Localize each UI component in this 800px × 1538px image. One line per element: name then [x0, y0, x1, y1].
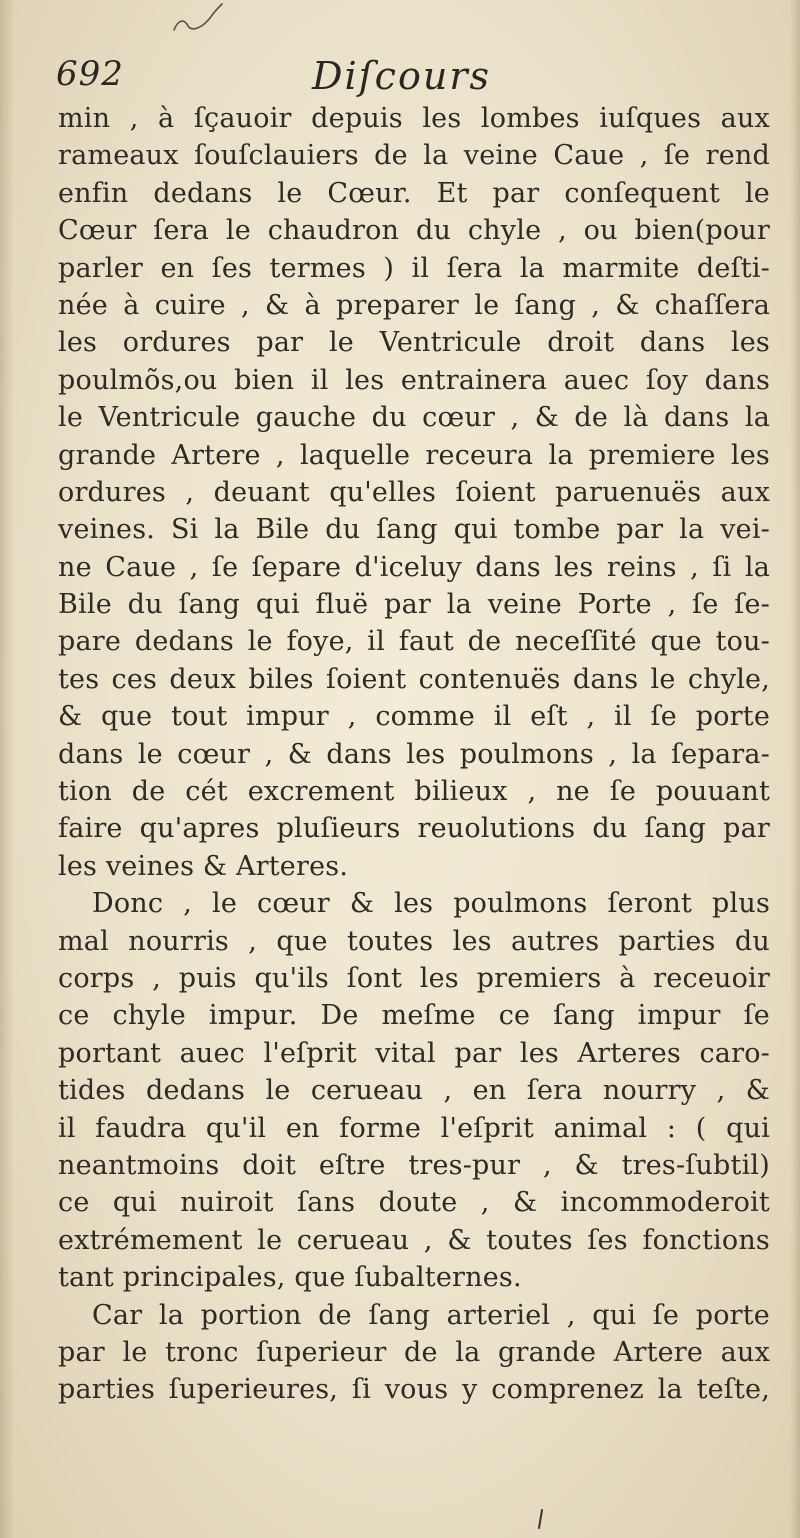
text-line: dans le cœur , & dans les poulmons , la ſepara- — [58, 738, 770, 770]
text-line: & que tout impur , comme il eſt , il ſe porte — [58, 701, 770, 733]
text-line-paragraph-start: Donc , le cœur & les poulmons ſeront plus — [92, 888, 770, 920]
text-line: tant principales, que ſubalternes. — [58, 1262, 522, 1294]
text-line: ce qui nuiroit ſans doute , & incommoderoit — [58, 1187, 770, 1219]
text-line: par le tronc ſuperieur de la grande Artere aux — [58, 1336, 770, 1368]
text-line: ne Caue , ſe ſepare d'iceluy dans les reins , ſi la — [58, 551, 770, 583]
text-line: enfin dedans le Cœur. Et par conſequent le — [58, 177, 770, 209]
text-line: rameaux ſouſclauiers de la veine Caue , ſe rend — [58, 140, 770, 172]
text-line: parler en ſes termes ) il ſera la marmite deſti- — [58, 252, 770, 284]
text-line: les veines & Arteres. — [58, 850, 349, 882]
text-line: Cœur ſera le chaudron du chyle , ou bien(pour — [58, 215, 770, 247]
text-line-paragraph-start: Car la portion de ſang arteriel , qui ſe porte — [92, 1299, 770, 1331]
body-text — [58, 100, 770, 1409]
page-number: 692 — [56, 54, 124, 94]
text-line: min , à ſçauoir depuis les lombes iuſques aux — [58, 103, 770, 134]
text-line: poulmõs,ou bien il les entrainera auec ſoy dans — [58, 364, 770, 396]
text-line: ordures , deuant qu'elles ſoient paruenuës aux — [58, 476, 770, 508]
text-line: née à cuire , & à preparer le ſang , & chaſſera — [58, 289, 770, 321]
text-line: tion de cét excrement bilieux , ne ſe pouuant — [58, 776, 770, 808]
text-line: portant auec l'eſprit vital par les Arteres caro- — [58, 1037, 770, 1069]
text-line: mal nourris , que toutes les autres parties du — [58, 925, 770, 957]
page-gutter-shadow — [0, 0, 14, 1538]
text-line: Bile du ſang qui fluë par la veine Porte , ſe ſe- — [58, 589, 770, 621]
text-line: le Ventricule gauche du cœur , & de là dans la — [58, 402, 770, 434]
text-line: il faudra qu'il en forme l'eſprit animal : ( qui — [58, 1112, 770, 1144]
ink-stroke-mark — [536, 1508, 546, 1530]
text-line: corps , puis qu'ils ſont les premiers à receuoir — [58, 962, 770, 994]
text-line: veines. Si la Bile du ſang qui tombe par la vei- — [58, 514, 770, 546]
text-line: extrémement le cerueau , & toutes ſes fonctions — [58, 1224, 770, 1256]
text-line: neantmoins doit eſtre tres-pur , & tres-ſubtil) — [58, 1149, 770, 1181]
page-edge-shadow — [790, 0, 800, 1538]
running-title: Diſcours — [312, 54, 491, 98]
text-line: parties ſuperieures, ſi vous y comprenez la teſte, — [58, 1374, 770, 1406]
text-line: pare dedans le foye, il faut de neceſſité que tou- — [58, 626, 770, 658]
text-line: tes ces deux biles ſoient contenuës dans le chyle, — [58, 663, 770, 695]
text-line: ce chyle impur. De meſme ce ſang impur ſe — [58, 1000, 770, 1032]
text-line: grande Artere , laquelle receura la premiere les — [58, 439, 770, 471]
text-line: tides dedans le cerueau , en ſera nourry , & — [58, 1075, 770, 1107]
ink-flourish-mark — [168, 0, 228, 40]
running-head — [0, 54, 800, 104]
text-line: faire qu'apres pluſieurs reuolutions du ſang par — [58, 813, 770, 845]
text-line: les ordures par le Ventricule droit dans les — [58, 327, 770, 359]
